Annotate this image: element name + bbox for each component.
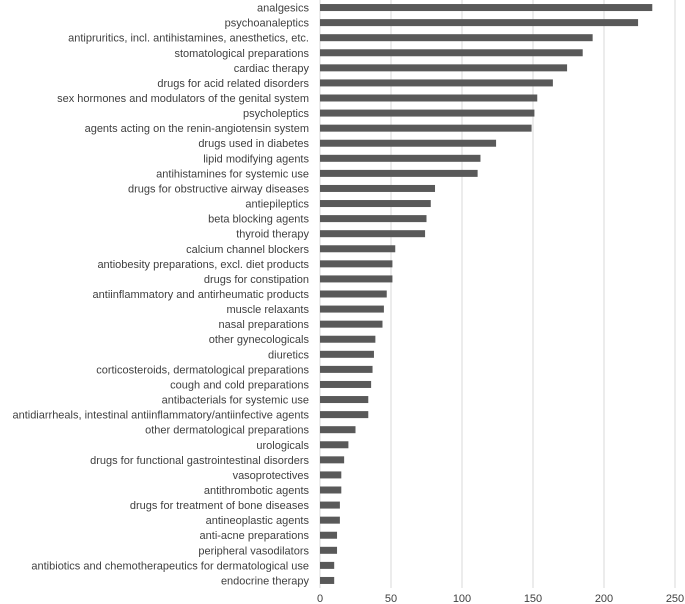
category-label: drugs for treatment of bone diseases [129,500,309,513]
bar [320,396,368,403]
x-axis-tick-labels [317,593,684,604]
x-tick-label: 0 [316,593,324,604]
category-label: antiepileptics [245,198,309,211]
bar [320,411,368,418]
category-label: lipid modifying agents [203,153,309,166]
bar [320,185,435,192]
category-label: calcium channel blockers [186,243,309,256]
category-label: drugs for constipation [203,273,309,286]
bar [320,140,496,147]
bar [320,351,374,358]
bar [320,562,334,569]
bar [320,487,341,494]
category-labels [12,3,309,588]
category-label: drugs for obstructive airway diseases [128,183,309,196]
bar [320,19,638,26]
category-label: drugs used in diabetes [198,138,309,151]
bar [320,502,340,509]
bar [320,95,537,102]
category-label: corticosteroids, dermatological preparations [96,364,309,377]
bar [320,125,532,132]
category-label: antineoplastic agents [205,515,309,528]
category-label: endocrine therapy [220,575,309,588]
category-label: drugs for functional gastrointestinal disorders [90,454,309,467]
category-label: other dermatological preparations [145,424,309,437]
bar [320,517,340,524]
category-label: sex hormones and modulators of the genital system [57,93,309,105]
bar [320,215,427,222]
bar [320,49,583,56]
category-label: antibiotics and chemotherapeutics for dermatological use [31,560,309,573]
bar [320,321,382,328]
category-label: antihistamines for systemic use [156,168,309,181]
bar [320,155,480,162]
category-label: antiobesity preparations, excl. diet products [97,258,309,271]
category-label: antipruritics, incl. antihistamines, anesthetics, etc. [68,32,309,45]
x-tick-label: 250 [665,593,685,604]
bar [320,441,348,448]
bar [320,366,373,373]
category-label: stomatological preparations [174,47,309,60]
category-label: diuretics [268,349,309,362]
bars [320,4,652,584]
bar [320,34,593,41]
x-tick-label: 100 [452,593,472,604]
category-label: agents acting on the renin-angiotensin system [84,123,309,136]
category-label: beta blocking agents [208,213,309,226]
bar [320,426,356,433]
category-label: antiinflammatory and antirheumatic products [92,289,309,301]
category-label: psychoanaleptics [224,17,309,30]
bar [320,170,478,177]
category-label: other gynecologicals [208,334,309,347]
bar [320,200,431,207]
category-label: antithrombotic agents [203,485,309,497]
x-tick-label: 50 [384,593,398,604]
category-label: thyroid therapy [236,228,309,241]
category-label: nasal preparations [218,319,309,332]
bar [320,577,334,584]
category-label: drugs for acid related disorders [157,77,309,90]
bar [320,110,534,117]
category-label: antibacterials for systemic use [161,394,309,407]
bar [320,260,392,267]
bar [320,245,395,252]
bar [320,4,652,11]
bar [320,291,387,298]
bar [320,547,337,554]
bar [320,275,392,282]
x-tick-label: 150 [523,593,543,604]
bar [320,381,371,388]
category-label: cardiac therapy [233,62,309,75]
bar [320,336,375,343]
category-label: urologicals [256,439,309,452]
bar [320,64,567,71]
x-tick-label: 200 [594,593,614,604]
bar [320,79,553,86]
category-label: psycholeptics [242,108,309,121]
category-label: analgesics [257,2,309,15]
category-label: muscle relaxants [226,304,309,317]
bar [320,471,341,478]
category-label: cough and cold preparations [170,379,309,392]
category-label: antidiarrheals, intestinal antiinflammatory/antiinfective agents [12,409,309,422]
category-label: peripheral vasodilators [198,545,309,558]
category-label: anti-acne preparations [199,530,309,543]
bar [320,230,425,237]
bar [320,306,384,313]
category-label: vasoprotectives [232,469,309,482]
bar [320,532,337,539]
bar [320,456,344,463]
